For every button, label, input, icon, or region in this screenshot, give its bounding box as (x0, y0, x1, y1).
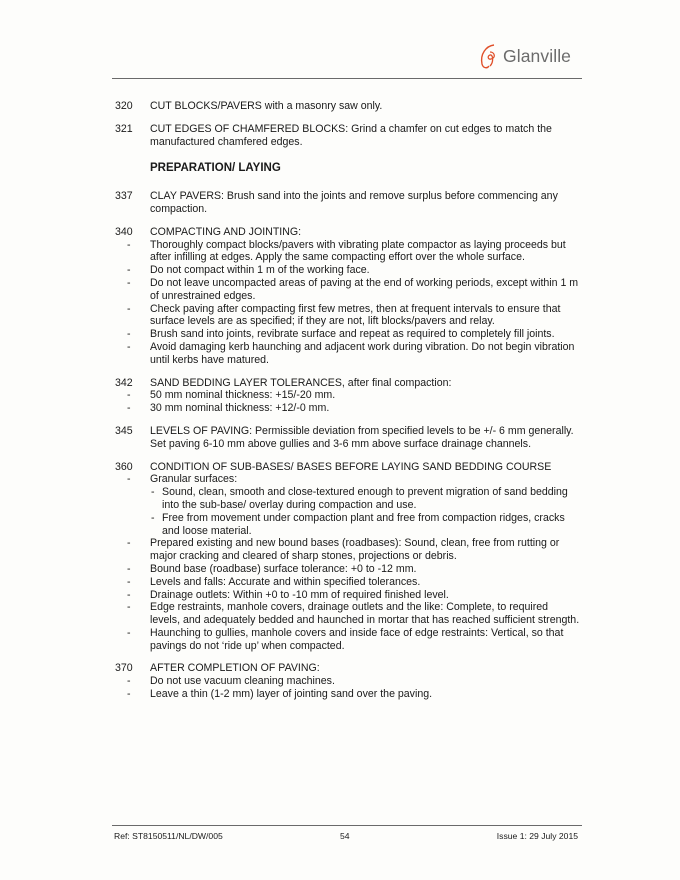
clause-title: COMPACTING AND JOINTING: (150, 225, 302, 238)
clause-item (0, 226, 680, 367)
bullet-dash: - (127, 688, 131, 701)
clause-body (127, 376, 580, 415)
bullet-item (127, 688, 580, 701)
sub-bullet-item (151, 486, 580, 512)
bullet-item (127, 389, 580, 402)
bullet-text: Prepared existing and new bound bases (roadbases): Sound, clean, free from rutting or major cracking and cleared of sharp stones, projections or debris. (150, 537, 560, 563)
clause-title: CUT EDGES OF CHAMFERED BLOCKS: Grind a chamfer on cut edges to match the manufactured chamfered edges. (150, 122, 552, 148)
sub-bullet-item (151, 511, 580, 538)
company-logo (478, 42, 571, 70)
bullet-dash: - (127, 675, 131, 688)
bullet-item (127, 302, 580, 329)
clause-body (150, 425, 580, 451)
bullet-dash: - (127, 264, 131, 277)
clause-item (0, 190, 680, 216)
bullet-text: Do not use vacuum cleaning machines. (150, 675, 335, 688)
clause-item (0, 662, 680, 700)
clause-title: LEVELS OF PAVING: Permissible deviation from specified levels to be +/- 6 mm generally. Set paving 6-10 mm above gullies and 3-6 mm above surface drainage channels. (150, 424, 574, 450)
bullet-text: Drainage outlets: Within +0 to -10 mm of required finished level. (150, 588, 449, 601)
page-number: 54 (340, 831, 350, 841)
bullet-text: Levels and falls: Accurate and within specified tolerances. (150, 575, 421, 588)
clause-title: SAND BEDDING LAYER TOLERANCES, after final compaction: (150, 376, 452, 389)
bullet-text: Granular surfaces: (150, 473, 238, 486)
clause-item (0, 425, 680, 451)
section-heading: PREPARATION/ LAYING (150, 162, 281, 175)
clause-number: 337 (115, 190, 133, 203)
document-body (0, 100, 680, 711)
bullet-dash: - (127, 340, 131, 353)
bullet-text: Leave a thin (1-2 mm) layer of jointing sand over the paving. (150, 688, 433, 701)
bullet-item (127, 601, 580, 627)
bullet-text: Haunching to gullies, manhole covers and inside face of edge restraints: Vertical, so that pavings do not ‘ride up’ when compacted. (150, 626, 564, 652)
bullet-text: 50 mm nominal thickness: +15/-20 mm. (150, 389, 336, 402)
bullet-item (127, 402, 580, 415)
bullet-text: 30 mm nominal thickness: +12/-0 mm. (150, 402, 330, 415)
bullet-dash: - (127, 402, 131, 415)
bullet-dash: - (127, 238, 131, 251)
clause-item (0, 100, 680, 113)
bullet-dash: - (127, 537, 131, 550)
bullet-item (127, 340, 580, 367)
clause-title: CONDITION OF SUB-BASES/ BASES BEFORE LAYING SAND BEDDING COURSE (150, 460, 552, 473)
bullet-dash: - (127, 575, 131, 588)
bullet-dash: - (127, 588, 131, 601)
clause-number: 321 (115, 122, 133, 135)
clause-number: 370 (115, 662, 133, 675)
bullet-text: Brush sand into joints, revibrate surface and repeat as required to completely fill joints. (150, 328, 555, 341)
bullet-dash: - (127, 626, 131, 639)
bullet-text: Do not leave uncompacted areas of paving at the end of working periods, except within 1 m of unrestrained edges. (150, 276, 579, 302)
bullet-text: Thoroughly compact blocks/pavers with vibrating plate compactor as laying proceeds but after infilling at edges. Apply the same compacting effort over the whole surface. (150, 238, 566, 264)
bullet-dash: - (127, 302, 131, 315)
bullet-item (127, 473, 580, 537)
bullet-dash: - (127, 562, 131, 575)
footer-rule (112, 825, 582, 826)
clauses-group-a (0, 100, 680, 148)
clause-title: AFTER COMPLETION OF PAVING: (150, 662, 320, 675)
footer-reference: Ref: ST8150511/NL/DW/005 (114, 831, 223, 841)
clause-title: CUT BLOCKS/PAVERS with a masonry saw only. (150, 100, 383, 112)
bullet-text: Avoid damaging kerb haunching and adjacent work during vibration. Do not begin vibration until kerbs have matured. (150, 340, 575, 366)
bullet-text: Check paving after compacting first few metres, then at frequent intervals to ensure that surface levels are as specified; if they are not, lift blocks/pavers and relay. (150, 302, 561, 328)
bullet-item (127, 588, 580, 602)
sub-bullet-dash: - (151, 511, 155, 524)
clauses-group-b (0, 190, 680, 701)
bullet-dash: - (127, 389, 131, 402)
bullet-item (127, 562, 580, 576)
bullet-item (127, 575, 580, 589)
sub-bullet-text: Free from movement under compaction plant and free from compaction ridges, cracks and loose material. (162, 511, 565, 537)
clause-number: 342 (115, 376, 133, 389)
logo-text: Glanville (503, 45, 572, 66)
clause-body (150, 123, 580, 149)
bullet-item (127, 675, 580, 688)
clause-body (127, 662, 580, 701)
clause-body (127, 225, 580, 367)
issue-date: Issue 1: 29 July 2015 (496, 831, 578, 841)
sub-bullet-text: Sound, clean, smooth and close-textured enough to prevent migration of sand bedding into the sub-base/ overlay during compaction and use. (162, 486, 568, 511)
bullet-text: Bound base (roadbase) surface tolerance: +0 to -12 mm. (150, 562, 417, 575)
clause-number: 320 (115, 100, 133, 112)
clause-body (127, 460, 580, 653)
glanville-logo-mark-icon (478, 42, 500, 70)
bullet-item (127, 328, 580, 341)
bullet-item (127, 276, 580, 303)
bullet-item (127, 626, 580, 653)
clause-body (150, 100, 580, 113)
header-rule (112, 78, 582, 79)
bullet-text: Edge restraints, manhole covers, drainage outlets and the like: Complete, to required levels, and adequately bedded and haunched in mortar that has reached sufficient strength. (150, 601, 580, 627)
bullet-text: Do not compact within 1 m of the working face. (150, 264, 370, 277)
bullet-dash: - (127, 276, 131, 289)
clause-item (0, 461, 680, 653)
bullet-item (127, 264, 580, 277)
bullet-item (127, 537, 580, 563)
bullet-dash: - (127, 328, 131, 341)
clause-body (150, 190, 580, 216)
clause-number: 360 (115, 460, 133, 473)
bullet-dash: - (127, 601, 131, 614)
bullet-dash: - (127, 473, 131, 486)
clause-title: CLAY PAVERS: Brush sand into the joints and remove surplus before commencing any compaction. (150, 190, 558, 215)
clause-item (0, 377, 680, 415)
clause-number: 345 (115, 424, 133, 437)
bullet-item (127, 238, 580, 265)
sub-bullet-dash: - (151, 486, 155, 499)
clause-item (0, 123, 680, 149)
clause-number: 340 (115, 225, 133, 238)
